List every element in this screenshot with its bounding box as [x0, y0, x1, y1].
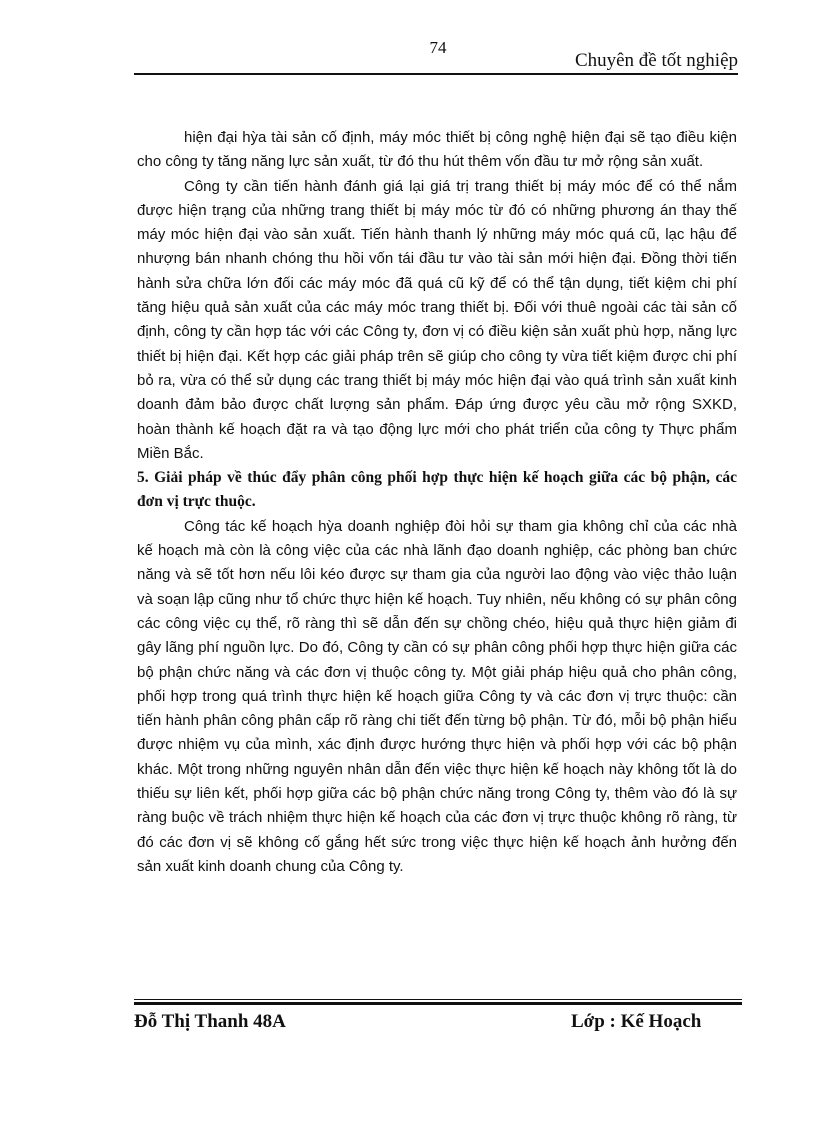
document-header-title: Chuyên đề tốt nghiệp: [574, 50, 738, 71]
paragraph: hiện đại hỳa tài sản cố định, máy móc thiết bị công nghệ hiện đại sẽ tạo điều kiện cho công ty tăng năng lực sản xuất, từ đó thu hút thêm vốn đầu tư mở rộng sản xuất.: [137, 129, 737, 171]
header-divider: [134, 73, 738, 75]
paragraph: Công ty cần tiến hành đánh giá lại giá trị trang thiết bị máy móc để có thể nắm được hiện trạng của những trang thiết bị máy móc từ đó có những phương án thay thế máy móc hiện đại vào sản xuất. Tiến hành thanh lý những máy móc quá cũ, lạc hậu để nhượng bán nhanh chóng thu hồi vốn tái đầu tư vào tài sản mới hiện đại. Đồng thời tiến hành sửa chữa lớn đối các máy móc đã quá cũ kỹ để có thể tận dụng, tiết kiệm chi phí tăng hiệu quả sản xuất của các máy móc trang thiết bị. Đối với thuê ngoài các tài sản cố định, công ty cần hợp tác với các Công ty, đơn vị có điều kiện sản xuất phù hợp, năng lực thiết bị hiện đại. Kết hợp các giải pháp trên sẽ giúp cho công ty vừa tiết kiệm được chi phí bỏ ra, vừa có thể sử dụng các trang thiết bị máy móc hiện đại vào quá trình sản xuất kinh doanh đảm bảo được chất lượng sản phẩm. Đáp ứng được yêu cầu mở rộng SXKD, hoàn thành kế hoạch đặt ra và tạo động lực mới cho phát triển của công ty Thực phẩm Miền Bắc.: [137, 177, 737, 462]
footer-divider-thick: [134, 1002, 742, 1005]
footer-class-label: Lớp : Kế Hoạch: [571, 1011, 702, 1032]
section-heading: 5. Giải pháp về thúc đẩy phân công phối hợp thực hiện kế hoạch giữa các bộ phận, các đơn vị trực thuộc.: [137, 469, 737, 511]
footer-author: Đỗ Thị Thanh 48A: [134, 1011, 286, 1032]
paragraph: Công tác kế hoạch hỳa doanh nghiệp đòi hỏi sự tham gia không chỉ của các nhà kế hoạch mà còn là công việc của các nhà lãnh đạo doanh nghiệp, các phòng ban chức năng và sẽ tốt hơn nếu lôi kéo được sự tham gia của người lao động vào việc thảo luận và soạn lập cũng như tổ chức thực hiện kế hoạch. Tuy nhiên, nếu không có sự phân công các công việc cụ thể, rõ ràng thì sẽ dẫn đến sự chồng chéo, hiệu quả thực hiện giảm đi gây lãng phí nguồn lực. Do đó, Công ty cần có sự phân công phối hợp thực hiện giữa các bộ phận chức năng và các đơn vị thuộc công ty. Một giải pháp hiệu quả cho phân công, phối hợp trong quá trình thực hiện kế hoạch giữa Công ty và các đơn vị trực thuộc: cần tiến hành phân công phân cấp rõ ràng chi tiết đến từng bộ phận. Từ đó, mỗi bộ phận hiểu được nhiệm vụ của mình, xác định được hướng thực hiện và phối hợp với các bộ phận khác. Một trong những nguyên nhân dẫn đến việc thực hiện kế hoạch này không tốt là do thiếu sự liên kết, phối hợp giữa các bộ phận chức năng trong Công ty, thêm vào đó là sự ràng buộc về trách nhiệm thực hiện kế hoạch của các đơn vị trực thuộc không rõ ràng, từ đó các đơn vị sẽ không cố gắng hết sức trong việc thực hiện kế hoạch ảnh hưởng đến sản xuất kinh doanh chung của Công ty.: [137, 517, 737, 875]
page-number: 74: [429, 38, 447, 57]
document-body: [137, 126, 737, 879]
footer-divider-thin: [134, 999, 742, 1000]
